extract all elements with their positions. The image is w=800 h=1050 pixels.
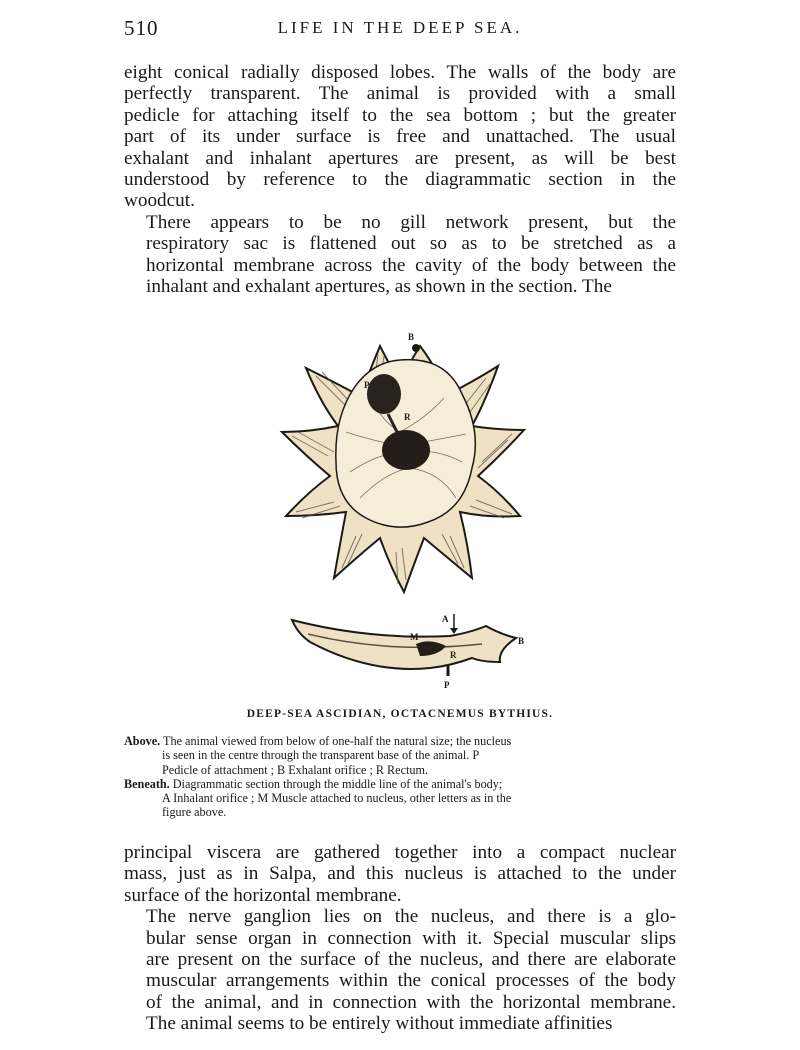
ascidian-figure [250, 322, 550, 692]
text-line: horizontal membrane across the cavity of the body between the [146, 254, 676, 276]
label-m: M [410, 632, 419, 642]
pedicle-mass [367, 374, 401, 414]
text-line: pedicle for attaching itself to the sea bottom ; but the greater [124, 104, 676, 126]
exhalant-orifice [412, 344, 420, 352]
label-a: A [442, 614, 449, 624]
label-b-top: B [408, 332, 415, 342]
caption-text: The animal viewed from below of one-half the natural size; the nucleus [160, 734, 512, 748]
caption-line [124, 734, 676, 748]
text-line: are present on the surface of the nucleus, and there are elaborate [146, 949, 676, 971]
label-r-section: R [450, 650, 457, 660]
text-line: mass, just as in Salpa, and this nucleus is attached to the under [124, 863, 676, 885]
paragraph [124, 906, 676, 1034]
body-text-bottom [124, 842, 676, 1035]
body-text-top [124, 62, 676, 297]
text-line: The nerve ganglion lies on the nucleus, and there is a glo- [146, 906, 676, 928]
figure-caption [124, 734, 676, 820]
text-line: understood by reference to the diagrammatic section in the [124, 169, 676, 191]
caption-text: is seen in the centre through the transparent base of the animal. P [162, 748, 480, 763]
text-line: bular sense organ in connection with it. Special muscular slips [146, 927, 676, 949]
page-header [124, 16, 676, 44]
text-line: principal viscera are gathered together into a compact nuclear [124, 842, 676, 863]
caption-text: Pedicle of attachment ; B Exhalant orifice ; R Rectum. [162, 762, 429, 777]
text-line: The animal seems to be entirely without immediate affinities [146, 1013, 613, 1035]
inhalant-arrowhead [450, 628, 458, 634]
label-r: R [404, 412, 411, 422]
text-line: part of its under surface is free and unattached. The usual [124, 126, 676, 148]
caption-line [124, 791, 676, 805]
running-title: LIFE IN THE DEEP SEA. [277, 18, 523, 37]
label-b-section: B [518, 636, 525, 646]
text-line: surface of the horizontal membrane. [124, 884, 402, 906]
page-number: 510 [124, 16, 159, 40]
text-line: perfectly transparent. The animal is provided with a small [124, 83, 676, 105]
caption-line [124, 748, 676, 762]
label-p: P [364, 380, 370, 390]
caption-text: A Inhalant orifice ; M Muscle attached to nucleus, other letters as in the [162, 791, 512, 806]
caption-lead: Above. [124, 734, 161, 748]
figure-title: DEEP-SEA ASCIDIAN, OCTACNEMUS BYTHIUS. [246, 708, 554, 720]
label-p-section: P [444, 680, 450, 690]
paragraph [124, 212, 676, 298]
caption-text: figure above. [162, 805, 227, 820]
nucleus [382, 430, 430, 470]
text-line: respiratory sac is flattened out so as to be stretched as a [146, 233, 676, 255]
text-line: There appears to be no gill network present, but the [146, 211, 676, 233]
caption-line [124, 805, 676, 819]
caption-lead: Beneath. [124, 776, 170, 791]
text-line: eight conical radially disposed lobes. The walls of the body are [124, 62, 676, 83]
text-line: muscular arrangements within the conical processes of the body [146, 970, 676, 992]
text-line: exhalant and inhalant apertures are present, as will be best [124, 147, 676, 169]
text-line: woodcut. [124, 190, 195, 212]
section-outline [292, 620, 516, 669]
paragraph [124, 842, 676, 906]
text-line: of the animal, and in connection with the horizontal membrane. [146, 991, 676, 1013]
paragraph [124, 62, 676, 212]
caption-line [124, 763, 676, 777]
caption-line [124, 777, 676, 791]
caption-text: Diagrammatic section through the middle line of the animal's body; [169, 776, 503, 791]
ascidian-illustration [250, 322, 550, 692]
text-line: inhalant and exhalant apertures, as shown in the section. The [146, 276, 612, 298]
